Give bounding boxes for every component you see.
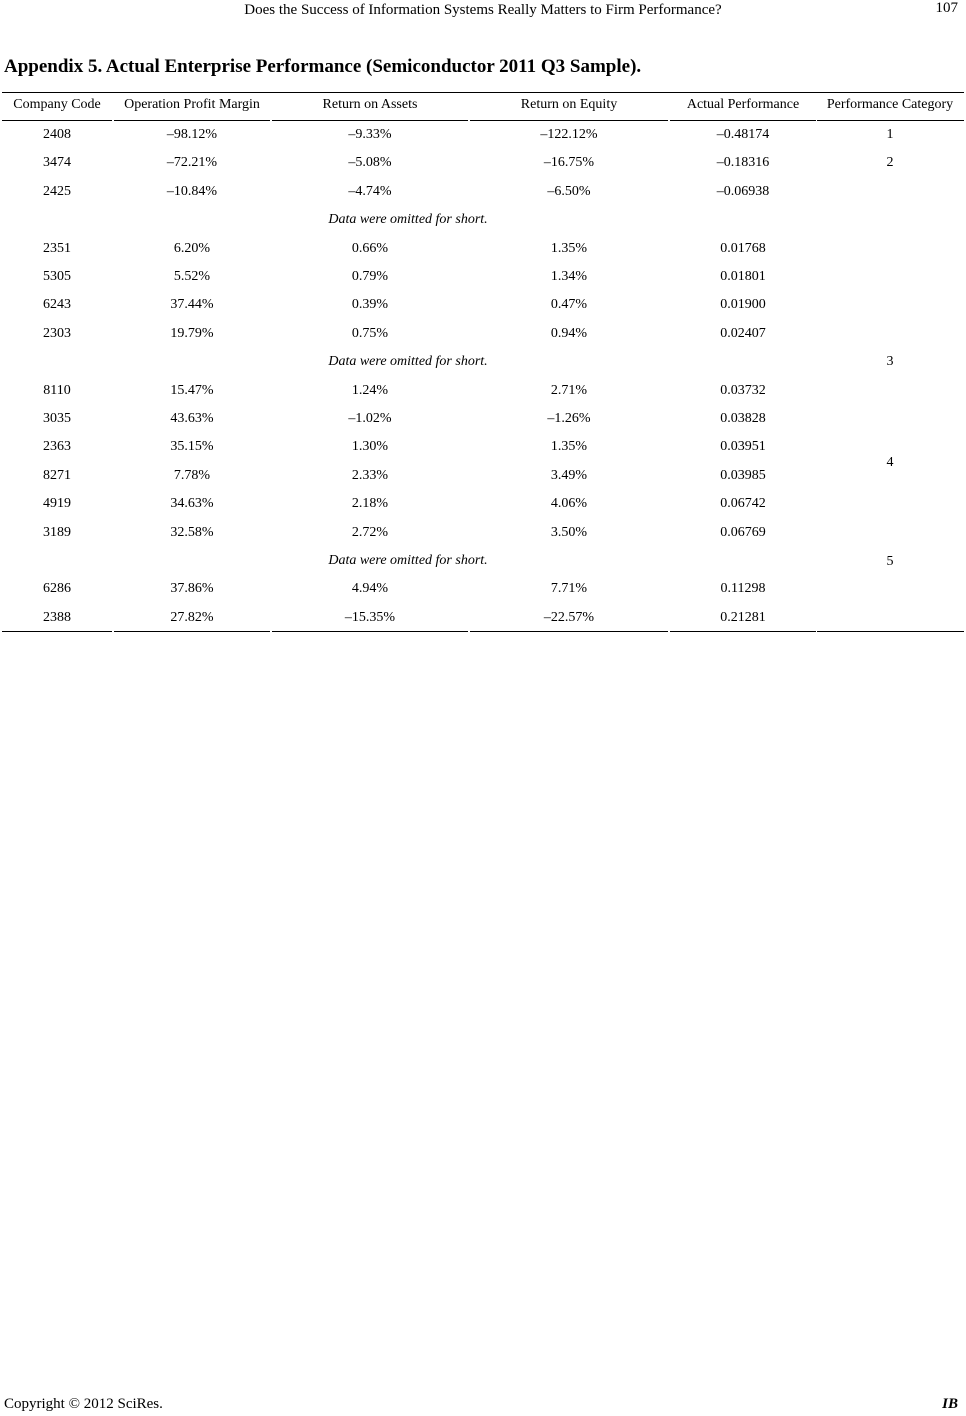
page-number: 107 [935,0,958,16]
company-code-cell: 6243 [43,297,71,313]
return-on-equity-cell: 0.94% [550,325,588,341]
company-code-cell: 2408 [43,127,71,142]
return-on-assets-cell: –15.35% [344,609,396,625]
table-top-rule [2,92,964,93]
omitted-note: Data were omitted for short. [328,354,488,370]
running-header [0,0,966,24]
actual-performance-cell: 0.21281 [720,609,766,625]
table-row [0,178,966,206]
col-header-return-on-equity: Return on Equity [520,97,618,112]
omitted-note: Data were omitted for short. [328,212,488,228]
operation-profit-margin-cell: 6.20% [173,240,211,256]
return-on-assets-cell: –5.08% [348,155,392,171]
table-row [0,263,966,291]
col-header-return-on-assets: Return on Assets [322,97,418,112]
table-row [0,235,966,263]
company-code-cell: 8271 [43,467,71,483]
company-code-cell: 2425 [43,183,71,199]
return-on-assets-cell: 4.94% [351,581,389,597]
table-row [0,291,966,319]
operation-profit-margin-cell: 35.15% [170,439,214,455]
return-on-equity-cell: 7.71% [550,581,588,597]
col-header-operation-profit-margin: Operation Profit Margin [124,97,260,112]
bottom-rule [2,631,112,632]
table-row [0,320,966,348]
company-code-cell: 8110 [43,382,71,398]
return-on-equity-cell: 1.35% [550,439,588,455]
actual-performance-cell: –0.18316 [716,155,770,171]
return-on-assets-cell: –4.74% [348,183,392,199]
return-on-equity-cell: 1.35% [550,240,588,256]
company-code-cell: 3474 [43,155,71,171]
return-on-equity-cell: 1.34% [550,269,588,284]
category-label: 5 [886,554,894,569]
operation-profit-margin-cell: 32.58% [170,524,214,540]
category-label: 2 [886,155,894,170]
actual-performance-cell: 0.03828 [720,411,766,426]
operation-profit-margin-cell: –98.12% [166,127,218,142]
return-on-equity-cell: 3.50% [550,524,588,540]
company-code-cell: 5305 [43,269,71,284]
return-on-equity-cell: –122.12% [540,127,598,142]
actual-performance-cell: 0.02407 [720,325,766,341]
return-on-assets-cell: 0.39% [351,297,389,313]
operation-profit-margin-cell: 37.44% [170,297,214,313]
actual-performance-cell: 0.01801 [720,269,766,284]
return-on-assets-cell: 1.30% [351,439,389,455]
return-on-assets-cell: 0.66% [351,240,389,256]
company-code-cell: 6286 [43,581,71,597]
operation-profit-margin-cell: –72.21% [166,155,218,171]
company-code-cell: 2303 [43,325,71,341]
table-row [0,490,966,518]
actual-performance-cell: 0.03985 [720,467,766,483]
journal-abbrev: IB [942,1396,958,1412]
actual-performance-cell: 0.06769 [720,524,766,540]
return-on-equity-cell: –1.26% [547,411,591,426]
table-row [0,377,966,405]
return-on-equity-cell: –6.50% [547,183,591,199]
bottom-rule [817,631,964,632]
table-row [0,604,966,632]
return-on-assets-cell: 1.24% [351,382,389,398]
table-row [0,405,966,433]
return-on-assets-cell: 0.75% [351,325,389,341]
table-row [0,575,966,603]
running-title: Does the Success of Information Systems Really Matters to Firm Performance? [244,2,722,18]
actual-performance-cell: 0.03951 [720,439,766,455]
company-code-cell: 2351 [43,240,71,256]
return-on-equity-cell: 0.47% [550,297,588,313]
appendix-title: Appendix 5. Actual Enterprise Performance (Semiconductor 2011 Q3 Sample). [4,56,642,77]
bottom-rule [272,631,468,632]
operation-profit-margin-cell: 34.63% [170,496,214,512]
operation-profit-margin-cell: 19.79% [170,325,214,341]
return-on-equity-cell: 4.06% [550,496,588,512]
company-code-cell: 2363 [43,439,71,455]
return-on-assets-cell: –9.33% [348,127,392,142]
operation-profit-margin-cell: 7.78% [173,467,211,483]
category-label: 1 [886,127,894,142]
company-code-cell: 3189 [43,524,71,540]
actual-performance-cell: –0.06938 [716,183,770,199]
omitted-row [0,206,966,234]
actual-performance-cell: 0.01900 [720,297,766,313]
return-on-equity-cell: –22.57% [543,609,595,625]
omitted-note: Data were omitted for short. [328,553,488,568]
operation-profit-margin-cell: –10.84% [166,183,218,199]
bottom-rule [670,631,816,632]
actual-performance-cell: 0.11298 [720,581,766,597]
company-code-cell: 2388 [43,609,71,625]
category-label: 3 [886,354,894,369]
return-on-assets-cell: 2.18% [351,496,389,512]
return-on-assets-cell: 2.33% [351,467,389,483]
return-on-equity-cell: –16.75% [543,155,595,171]
table-row [0,519,966,547]
operation-profit-margin-cell: 15.47% [170,382,214,398]
return-on-assets-cell: –1.02% [348,411,392,426]
return-on-assets-cell: 2.72% [351,524,389,540]
bottom-rule [114,631,270,632]
operation-profit-margin-cell: 43.63% [170,411,214,426]
return-on-assets-cell: 0.79% [351,269,389,284]
category-label: 4 [886,455,894,470]
company-code-cell: 3035 [43,411,71,426]
return-on-equity-cell: 2.71% [550,382,588,398]
actual-performance-cell: 0.01768 [720,240,766,256]
company-code-cell: 4919 [43,496,71,512]
operation-profit-margin-cell: 37.86% [170,581,214,597]
col-header-company-code: Company Code [13,97,101,112]
actual-performance-cell: 0.03732 [720,382,766,398]
col-header-performance-category: Performance Category [826,97,954,112]
operation-profit-margin-cell: 5.52% [173,269,211,284]
return-on-equity-cell: 3.49% [550,467,588,483]
actual-performance-cell: 0.06742 [720,496,766,512]
bottom-rule [470,631,668,632]
operation-profit-margin-cell: 27.82% [170,609,214,625]
actual-performance-cell: –0.48174 [716,127,770,142]
copyright-footer: Copyright © 2012 SciRes. [4,1396,163,1412]
col-header-actual-performance: Actual Performance [686,97,800,112]
